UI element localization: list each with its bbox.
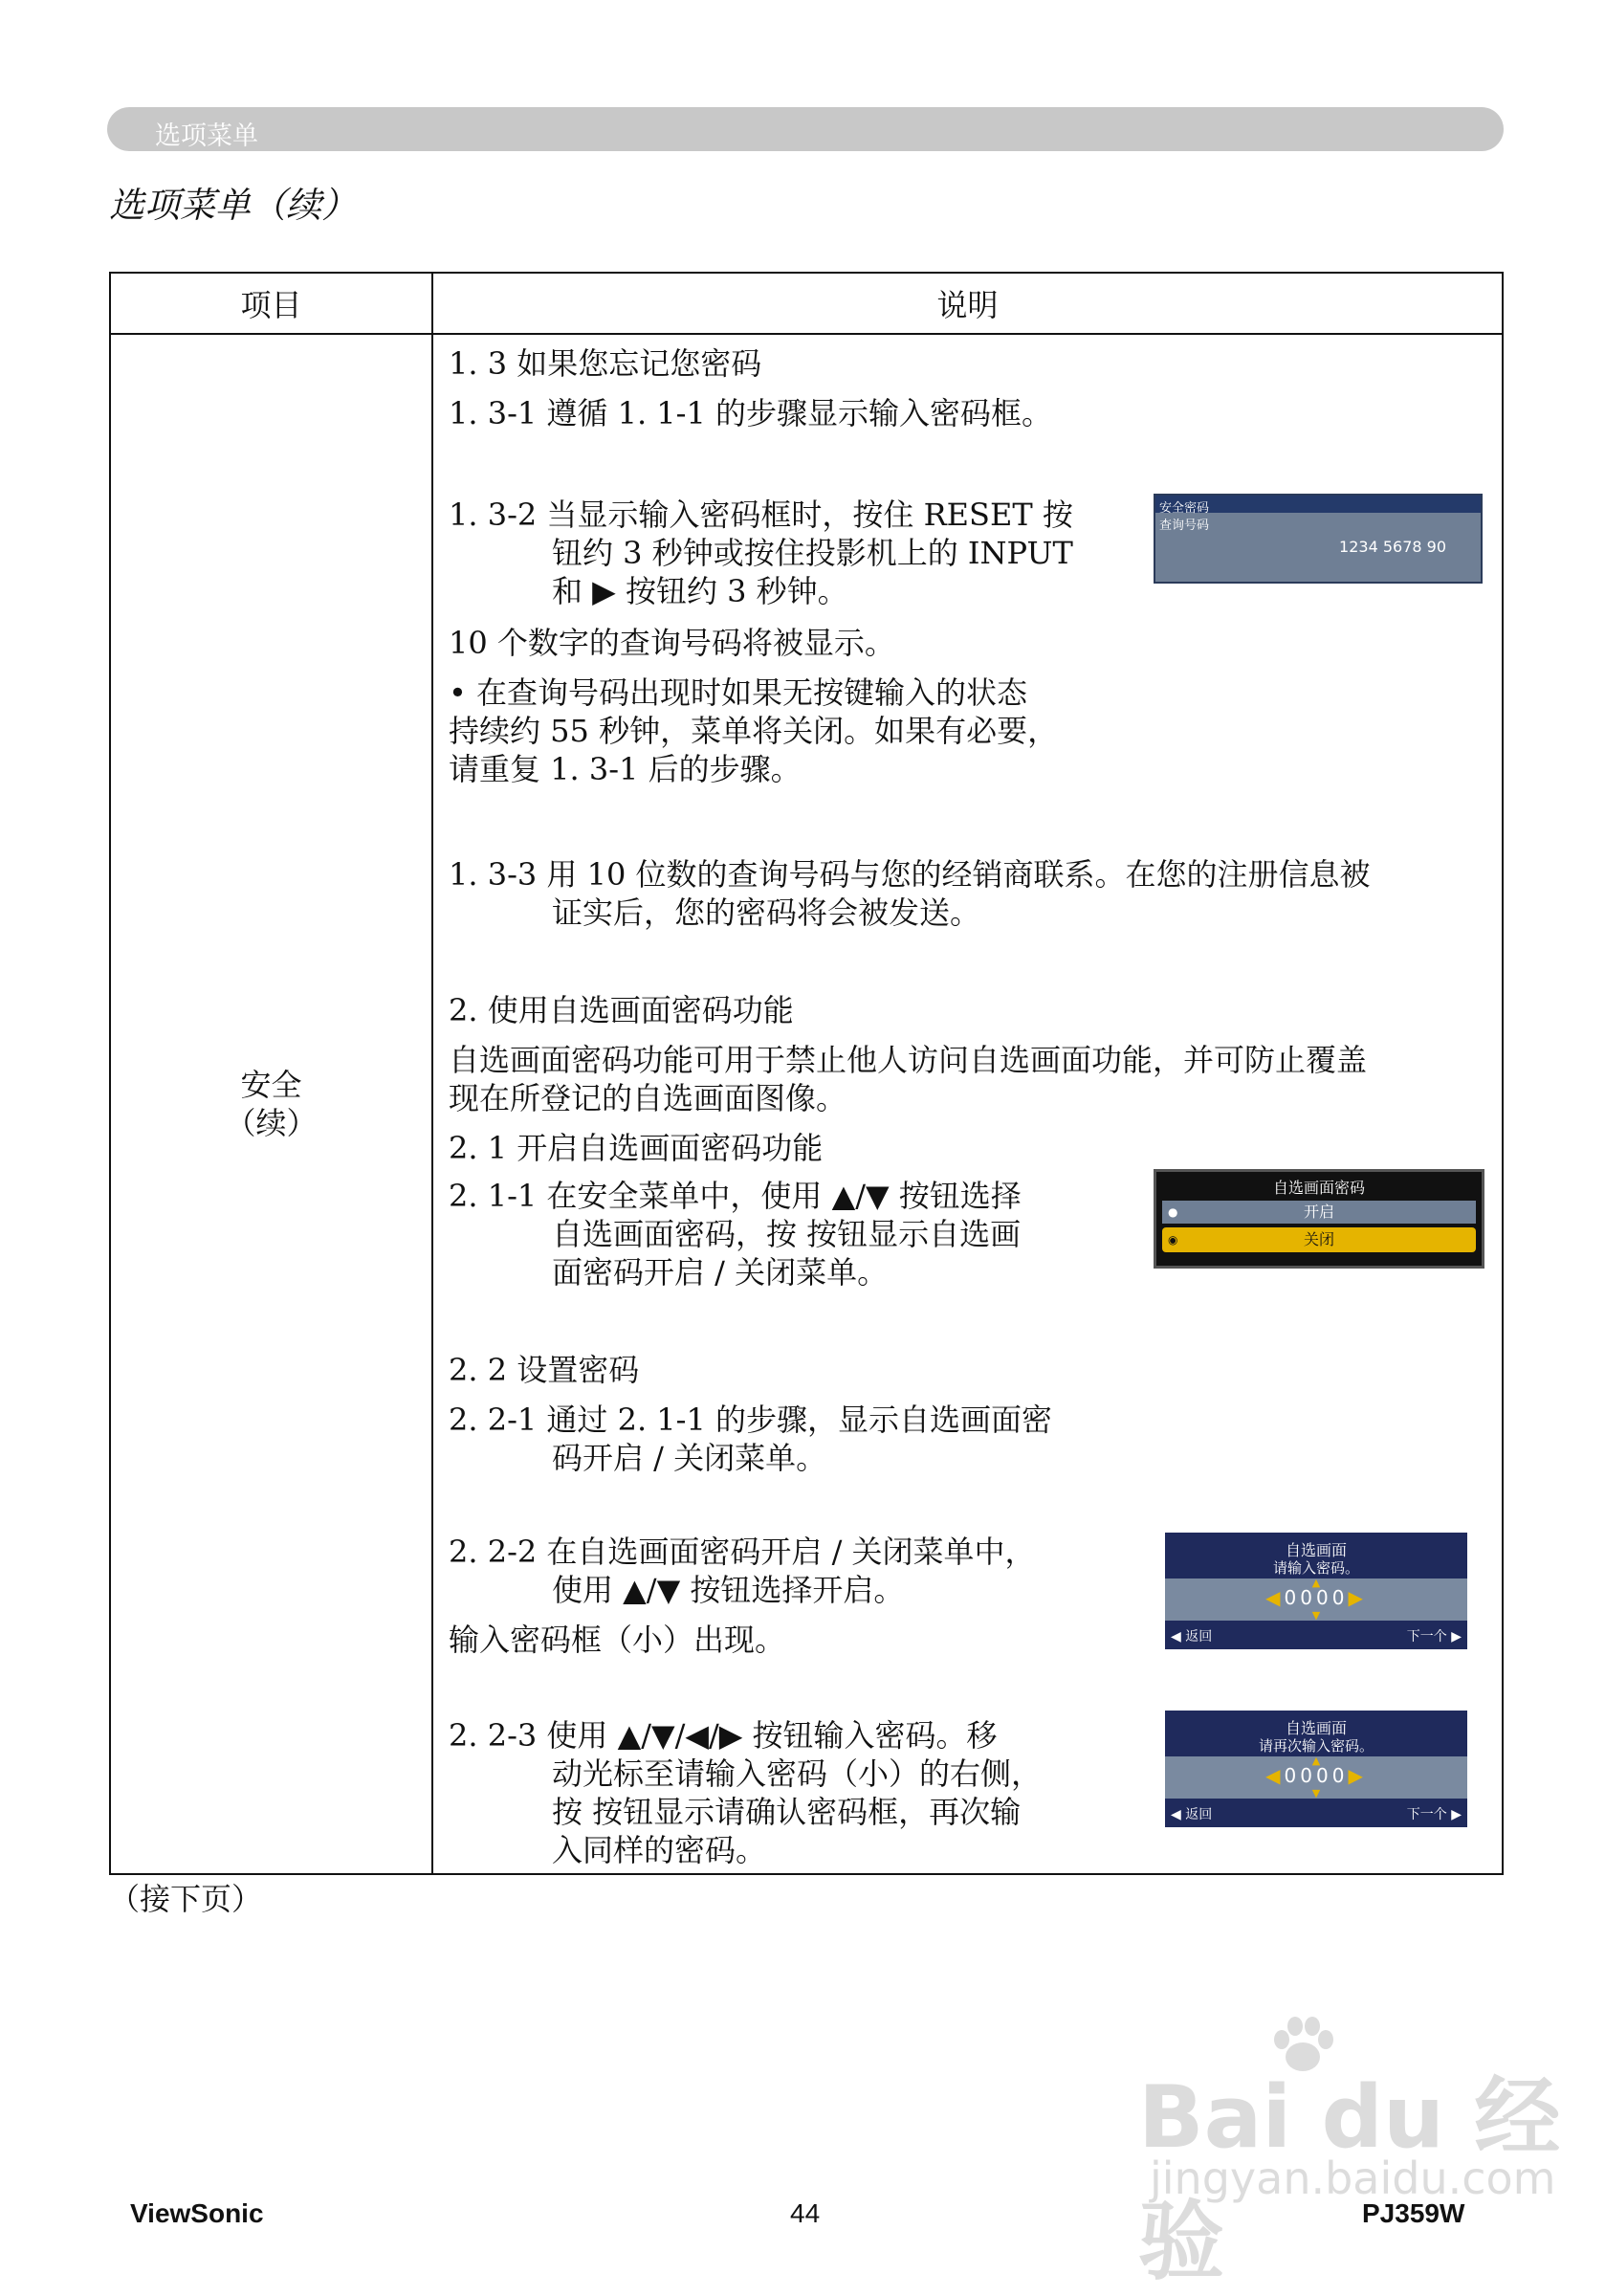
back-label: ◀ 返回: [1171, 1807, 1213, 1822]
password-digits: [1165, 1764, 1467, 1787]
up-arrow-icon: ▲: [1311, 1577, 1321, 1589]
desc-line: 钮约 3 秒钟或按住投影机上的 INPUT: [552, 535, 1073, 571]
option-on-label: 开启: [1303, 1203, 1334, 1221]
desc-line: 2. 1 开启自选画面密码功能: [449, 1130, 824, 1166]
option-on: [1162, 1201, 1476, 1224]
desc-line: 自选画面密码功能可用于禁止他人访问自选画面功能，并可防止覆盖: [449, 1042, 1368, 1078]
back-label: ◀ 返回: [1171, 1629, 1213, 1645]
col-header-desc: 说明: [432, 273, 1503, 334]
table-header-row: [110, 273, 1503, 334]
down-arrow-icon: ▼: [1311, 1787, 1321, 1799]
confirm-password-screen: [1165, 1711, 1467, 1827]
left-arrow-icon: ◀: [1265, 1764, 1285, 1787]
desc-line: 使用 ▲/▼ 按钮选择开启。: [552, 1572, 905, 1608]
footer-brand: ViewSonic: [130, 2198, 264, 2228]
option-off-selected: [1162, 1227, 1476, 1252]
password-digits: [1165, 1586, 1467, 1609]
desc-line: 1. 3-3 用 10 位数的查询号码与您的经销商联系。在您的注册信息被: [449, 856, 1371, 893]
watermark-text: Bai du 经验: [1138, 2067, 1561, 2292]
down-arrow-icon: ▼: [1311, 1609, 1321, 1622]
desc-line: 2. 1-1 在安全菜单中，使用 ▲/▼ 按钮选择: [449, 1178, 1022, 1214]
up-arrow-icon: ▲: [1311, 1755, 1321, 1767]
continued-note: （接下页）: [109, 1881, 263, 1917]
desc-line: 证实后，您的密码将会被发送。: [552, 894, 981, 931]
radio-icon: ●: [1168, 1205, 1178, 1219]
next-label: 下一个 ▶: [1406, 1807, 1462, 1822]
watermark: [1138, 2047, 1605, 2296]
screen-title: 自选画面: [1285, 1719, 1347, 1737]
desc-line: 1. 3-1 遵循 1. 1-1 的步骤显示输入密码框。: [449, 395, 1052, 431]
screen-title: 自选画面密码: [1272, 1179, 1365, 1197]
header-bar: [107, 107, 1504, 151]
digits-value: 0000: [1284, 1586, 1349, 1609]
desc-line: 持续约 55 秒钟，菜单将关闭。如果有必要，: [449, 713, 1059, 749]
right-arrow-icon: ▶: [1348, 1764, 1367, 1787]
right-arrow-icon: ▶: [1348, 1586, 1367, 1609]
section-title: 选项菜单（续）: [109, 185, 357, 226]
enter-password-screen: [1165, 1533, 1467, 1649]
watermark-url: jingyan.baidu.com: [1150, 2152, 1556, 2204]
next-label: 下一个 ▶: [1406, 1629, 1462, 1645]
item-label: 安全: [240, 1067, 302, 1103]
col-header-item: 项目: [110, 273, 432, 334]
item-label-cont: （续）: [225, 1105, 318, 1141]
footer-model: PJ359W: [1362, 2198, 1465, 2228]
desc-line: 请重复 1. 3-1 后的步骤。: [449, 751, 802, 787]
screen-title: 安全密码: [1159, 501, 1210, 516]
desc-line: 2. 2-1 通过 2. 1-1 的步骤，显示自选画面密: [449, 1402, 1052, 1438]
desc-line: 入同样的密码。: [552, 1832, 767, 1868]
desc-line: 输入密码框（小）出现。: [449, 1622, 786, 1658]
desc-line: 码开启 / 关闭菜单。: [552, 1440, 827, 1476]
inquiry-code-screen: [1154, 494, 1483, 584]
inquiry-number: 1234 5678 90: [1339, 538, 1446, 556]
desc-line: 按 按钮显示请确认密码框，再次输: [552, 1794, 1022, 1830]
desc-line: 和 ▶ 按钮约 3 秒钟。: [552, 573, 848, 609]
header-label: 选项菜单: [155, 121, 258, 151]
desc-line: 面密码开启 / 关闭菜单。: [552, 1254, 889, 1291]
screen-title: 自选画面: [1285, 1541, 1347, 1559]
item-cell: [110, 334, 432, 1874]
password-toggle-screen: [1154, 1169, 1484, 1269]
desc-line: 自选画面密码，按 按钮显示自选画: [552, 1216, 1022, 1252]
desc-line: 2. 使用自选画面密码功能: [449, 992, 794, 1028]
desc-line: 现在所登记的自选画面图像。: [449, 1080, 847, 1116]
desc-line: 2. 2-3 使用 ▲/▼/◀/▶ 按钮输入密码。移: [449, 1717, 998, 1754]
radio-selected-icon: ◉: [1168, 1233, 1178, 1247]
desc-line: 2. 2 设置密码: [449, 1352, 640, 1388]
desc-line: 1. 3 如果您忘记您密码: [449, 345, 762, 382]
left-arrow-icon: ◀: [1265, 1586, 1285, 1609]
desc-line: • 在查询号码出现时如果无按键输入的状态: [449, 674, 1028, 711]
screen-prompt: 请输入密码。: [1272, 1559, 1359, 1577]
footer-page-number: 44: [790, 2198, 821, 2228]
screen-label: 查询号码: [1159, 519, 1210, 533]
desc-line: 10 个数字的查询号码将被显示。: [449, 625, 895, 661]
screen-prompt: 请再次输入密码。: [1258, 1737, 1374, 1755]
desc-line: 2. 2-2 在自选画面密码开启 / 关闭菜单中，: [449, 1534, 1036, 1570]
option-off-label: 关闭: [1303, 1230, 1334, 1248]
desc-line: 1. 3-2 当显示输入密码框时，按住 RESET 按: [449, 497, 1073, 533]
digits-value: 0000: [1284, 1764, 1349, 1787]
desc-line: 动光标至请输入密码（小）的右侧，: [552, 1755, 1043, 1792]
